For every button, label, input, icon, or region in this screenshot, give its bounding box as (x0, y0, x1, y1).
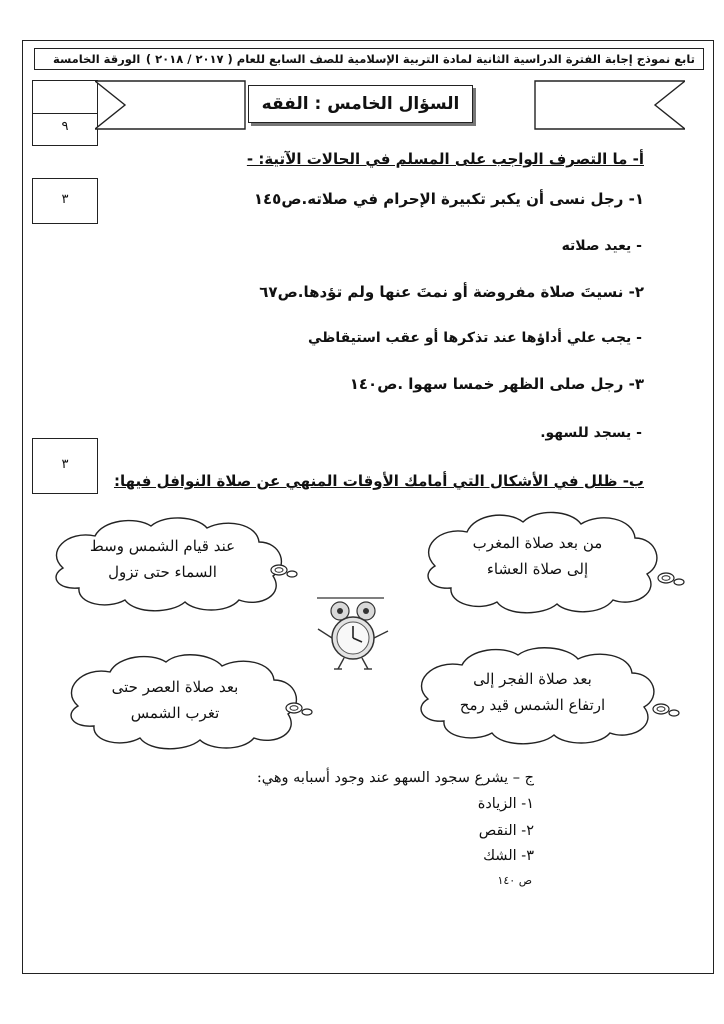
part-c-heading: ج – يشرع سجود السهو عند وجود أسبابه وهي: (256, 770, 534, 786)
header-title: تابع نموذج إجابة الفترة الدراسية الثانية لمادة التربية الإسلامية للصف السابع للعام ( ٢٠١٧ / ٢٠١٨ ) (145, 52, 695, 66)
cloud-text-3 (425, 666, 640, 718)
question-title: السؤال الخامس : الفقه (248, 85, 473, 123)
part-a-marks-value: ٣ (61, 192, 69, 207)
part-a-question-2: ٢- نسيتَ صلاة مفروضة أو نمتَ عنها ولم تؤدها.ص٦٧ (259, 283, 644, 301)
total-marks-box (32, 80, 98, 146)
part-b-marks-value: ٣ (61, 457, 69, 472)
cloud-text-2-line-1: عند قيام الشمس وسط (89, 537, 236, 555)
part-c-item-2: ٢- النقص (478, 823, 534, 839)
cloud-text-3-line-1: بعد صلاة الفجر إلى (473, 670, 592, 688)
part-a-answer-1: - يعيد صلاته (561, 238, 642, 254)
part-a-question-3: ٣- رجل صلى الظهر خمسا سهوا .ص١٤٠ (349, 375, 644, 393)
alarm-clock-icon (312, 593, 394, 673)
cloud-text-2 (75, 533, 250, 585)
cloud-text-1-line-1: من بعد صلاة المغرب (472, 534, 603, 552)
cloud-text-3-line-2: ارتفاع الشمس قيد رمح (459, 696, 606, 714)
cloud-text-2-line-2: السماء حتى تزول (108, 563, 217, 581)
part-c-item-1: ١- الزيادة (477, 796, 534, 812)
cloud-text-4 (85, 674, 265, 726)
part-c-item-3: ٣- الشك (483, 848, 534, 864)
part-a-marks-box (32, 178, 98, 224)
cloud-text-4-line-1: بعد صلاة العصر حتى (111, 678, 239, 696)
cloud-text-4-line-2: تغرب الشمس (130, 704, 220, 722)
header-bar (34, 48, 704, 70)
part-b-marks-box (32, 438, 98, 494)
sheet-label: الورقة الخامسة (53, 52, 141, 66)
page-frame (22, 40, 714, 974)
cloud-text-1-line-2: إلى صلاة العشاء (486, 560, 589, 578)
part-c-page-ref: ص ١٤٠ (497, 874, 532, 887)
cloud-text-1 (440, 530, 635, 582)
total-marks-value: ٩ (61, 119, 69, 134)
part-a-question-1: ١- رجل نسى أن يكبر تكبيرة الإحرام في صلاته.ص١٤٥ (253, 190, 644, 208)
part-a-answer-2: - يجب علي أداؤها عند تذكرها أو عقب استيقاظي (307, 330, 642, 346)
part-b-heading: ب- ظلل في الأشكال التي أمامك الأوقات المنهي عن صلاة النوافل فيها: (113, 472, 644, 490)
part-a-heading: أ- ما التصرف الواجب على المسلم في الحالات الآتية: - (246, 150, 644, 168)
part-a-answer-3: - يسجد للسهو. (540, 425, 642, 441)
